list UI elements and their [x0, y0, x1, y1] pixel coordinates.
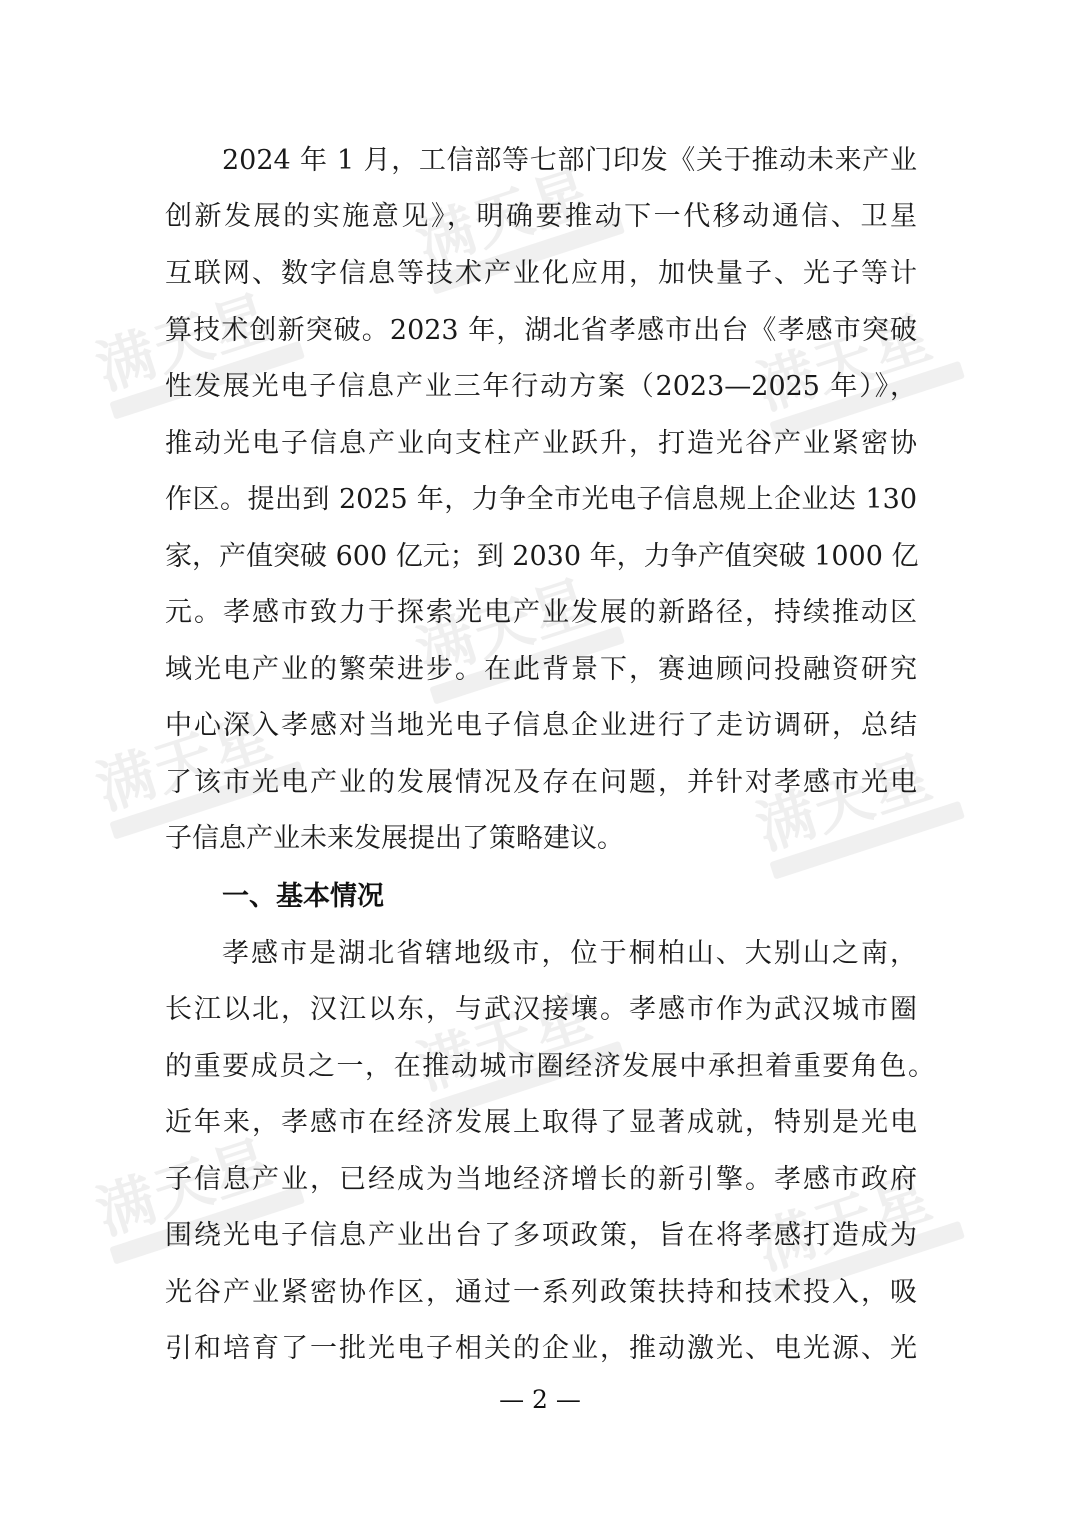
watermark-logo: 满天星 — [409, 966, 671, 1145]
text-line: 作区。提出到 2025 年，力争全市光电子信息规上企业达 130 — [165, 484, 917, 515]
text-line: 推动光电子信息产业向支柱产业跃升，打造光谷产业紧密协 — [165, 428, 917, 459]
text-line: 围绕光电子信息产业出台了多项政策，旨在将孝感打造成为 — [165, 1220, 917, 1251]
section-heading: 一、基本情况 — [222, 881, 384, 912]
text-line: 了该市光电产业的发展情况及存在问题，并针对孝感市光电 — [165, 767, 917, 798]
text-line: 家，产值突破 600 亿元；到 2030 年，力争产值突破 1000 亿 — [165, 541, 919, 572]
watermark-logo: 满天星 — [409, 141, 671, 320]
text-line: 创新发展的实施意见》，明确要推动下一代移动通信、卫星 — [165, 201, 917, 232]
text-line: 互联网、数字信息等技术产业化应用，加快量子、光子等计 — [165, 258, 917, 289]
text-line: 性发展光电子信息产业三年行动方案（2023—2025 年）》， — [165, 371, 917, 402]
watermark-logo: 满天星 — [749, 286, 1011, 465]
text-line: 子信息产业，已经成为当地经济增长的新引擎。孝感市政府 — [165, 1164, 917, 1195]
text-line: 孝感市是湖北省辖地级市，位于桐柏山、大别山之南， — [222, 938, 917, 969]
text-line: 引和培育了一批光电子相关的企业，推动激光、电光源、光 — [165, 1333, 917, 1364]
text-line: 元。孝感市致力于探索光电产业发展的新路径，持续推动区 — [165, 597, 917, 628]
text-line: 子信息产业未来发展提出了策略建议。 — [165, 823, 624, 854]
text-line: 的重要成员之一，在推动城市圈经济发展中承担着重要角色。 — [165, 1051, 935, 1082]
text-line: 中心深入孝感对当地光电子信息企业进行了走访调研，总结 — [165, 710, 917, 741]
text-line: 近年来，孝感市在经济发展上取得了显著成就，特别是光电 — [165, 1107, 917, 1138]
watermark-logo: 满天星 — [749, 726, 1011, 905]
watermark-logo: 满天星 — [749, 1146, 1011, 1325]
text-line: 长江以北，汉江以东，与武汉接壤。孝感市作为武汉城市圈 — [165, 994, 917, 1025]
page-number: — 2 — — [499, 1385, 581, 1414]
watermark-logo: 满天星 — [89, 266, 351, 445]
text-line: 算技术创新突破。2023 年，湖北省孝感市出台《孝感市突破 — [165, 315, 917, 346]
text-line: 2024 年 1 月，工信部等七部门印发《关于推动未来产业 — [222, 145, 917, 176]
text-line: 光谷产业紧密协作区，通过一系列政策扶持和技术投入，吸 — [165, 1277, 917, 1308]
watermark-logo: 满天星 — [409, 551, 671, 730]
watermark-logo: 满天星 — [89, 1111, 351, 1290]
watermark-logo: 满天星 — [89, 686, 351, 865]
text-line: 域光电产业的繁荣进步。在此背景下，赛迪顾问投融资研究 — [165, 654, 917, 685]
